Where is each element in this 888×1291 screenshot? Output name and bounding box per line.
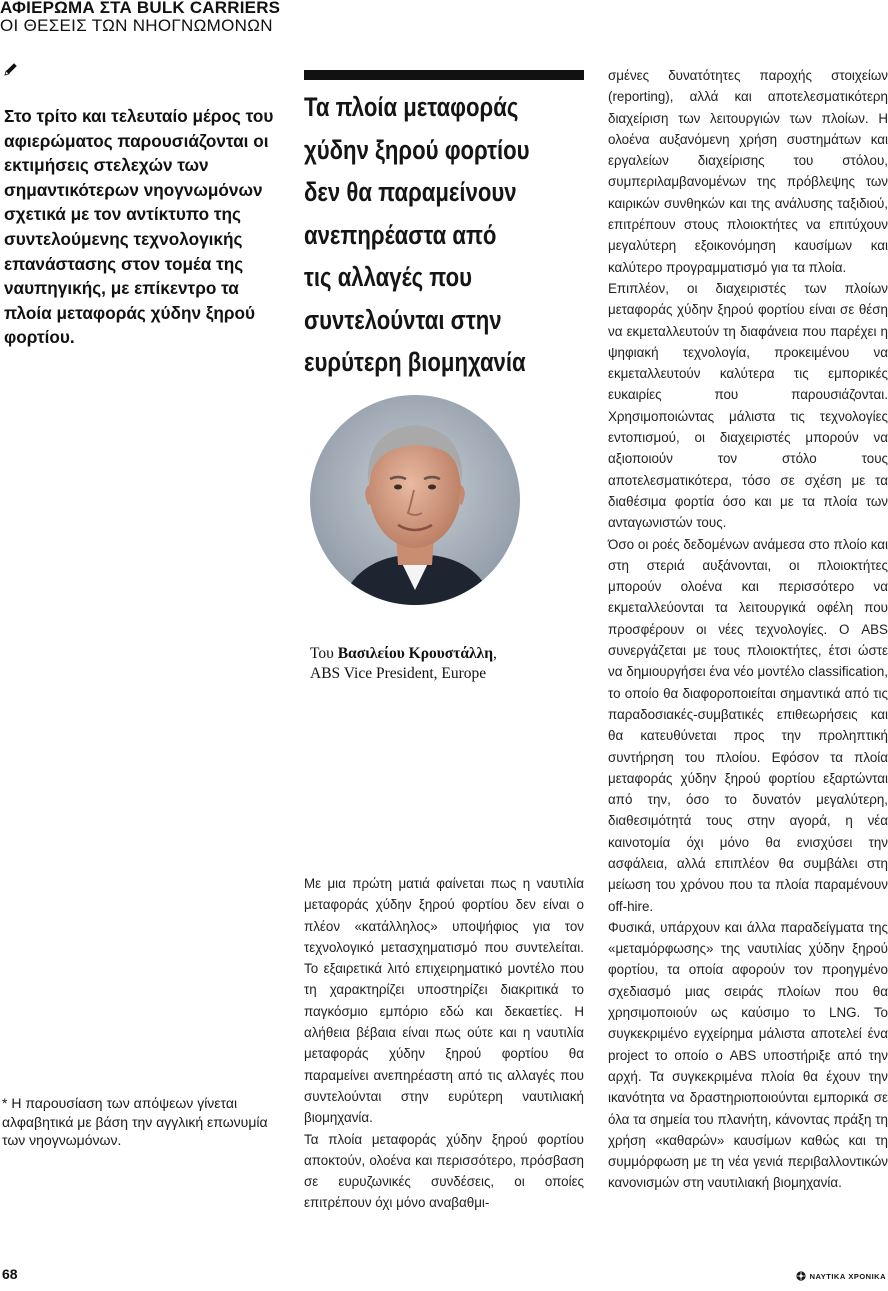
headline-line: ευρύτερη βιομηχανία (304, 347, 526, 377)
body-paragraph: Όσο οι ροές δεδομένων ανάμεσα στο πλοίο και στη στεριά αυξάνονται, οι πλοιοκτήτες μπορούν ολοένα και περισσότερο να εκμεταλλεύονται τα λειτουργικά οφέλη που προσφέρουν οι νέες τεχνολογίες. Ο ABS συνεργάζεται με τους πλοιοκτήτες, έτσι ώστε να δημιουργήσει ένα νέο μοντέλο classification, το οποίο θα διαφοροποιείται σημαντικά από τις παραδοσιακές-συμβατικές επιθεωρήσεις και θα κατευθύνεται προς την προληπτική συντήρηση του πλοίου. Εφόσον τα πλοία μεταφοράς χύδην ξηρού φορτίου εξαρτώνται από την, όσο το δυνατόν μεγαλύτερη, διαθεσιμότητά τους στην αγορά, η νέα καινοτομία όχι μόνο θα ενισχύσει την ασφάλεια, αλλά επιπλέον θα συμβάλει στη μείωση του χρόνου που τα πλοία παραμένουν off-hire. (608, 536, 888, 914)
header-section-title: ΑΦΙΕΡΩΜΑ ΣΤΑ BULK CARRIERS (0, 0, 281, 17)
page-number: 68 (2, 1266, 18, 1282)
headline-line: ανεπηρέαστα από (304, 219, 497, 250)
pen-icon (2, 60, 20, 78)
body-paragraph: Φυσικά, υπάρχουν και άλλα παραδείγματα της «μεταμόρφωσης» της ναυτιλίας χύδην ξηρού φορτίου, τα οποία αφορούν τον προηγμένο σχεδιασμό μιας σειράς πλοίων που θα χρησιμοποιούν ως καύσιμο το LNG. Το συγκεκριμένο εγχείρημα μάλιστα αποτελεί ένα project το οποίο ο ABS υποστήριξε από την αρχή. Τα συγκεκριμένα πλοία θα έχουν την ικανότητα να δραστηριοποιούνται εμπορικά σε όλα τα σημεία του πλανήτη, κάνοντας πράξη τη χρήση «καθαρών» καυσίμων καθώς και τη συμμόρφωση με τη νέα γενιά περιβαλλοντικών κανονισμών στη ναυτιλιακή βιομηχανία. (608, 919, 888, 1191)
byline-prefix: Του (310, 645, 334, 662)
body-paragraph: Τα πλοία μεταφοράς χύδην ξηρού φορτίου αποκτούν, ολοένα και περισσότερο, πρόσβαση σε ευρυζωνικές συνδέσεις, οι οποίες επιτρέπουν όχι μόνο αναβαθμι- (304, 1131, 584, 1211)
ship-wheel-icon (796, 1271, 806, 1281)
headline-line: τις αλλαγές που (304, 262, 472, 292)
body-column-right (608, 65, 888, 1194)
body-column-middle (304, 873, 584, 1214)
intro-lead-paragraph: Στο τρίτο και τελευταίο μέρος του αφιερώματος παρουσιάζονται οι εκτιμήσεις στελεχών των σημαντικότερων νηογνωμόνων σχετικά με τον αντίκτυπο της συντελούμενης τεχνολογικής επανάστασης στον τομέα της ναυπηγικής, με επίκεντρο τα πλοία μεταφοράς χύδην ξηρού φορτίου. (4, 106, 274, 348)
footnote: * Η παρουσίαση των απόψεων γίνεται αλφαβητικά με βάση την αγγλική επωνυμία των νηογνωμόνων. (2, 1095, 268, 1148)
body-paragraph: σμένες δυνατότητες παροχής στοιχείων (reporting), αλλά και αποτελεσματικότερη διαχείριση των λειτουργιών των πλοίων. Η ολοένα αυξανόμενη χρήση συστημάτων και εργαλείων διαχείρισης του στόλου, συμπεριλαμβανομένων της πρόβλεψης των καιρικών συνθηκών και της ανάλυσης ταξιδιού, επιτρέπουν στους πλοιοκτήτες να επιτύχουν μεγαλύτερη εξοικονόμηση καυσίμων και καλύτερο προγραμματισμό για τα πλοία. (608, 68, 888, 275)
headline-rule (304, 70, 584, 80)
footer-brand (796, 1271, 886, 1281)
author-role: ABS Vice President, Europe (310, 665, 487, 682)
author-name: Βασιλείου Κρουστάλλη (337, 645, 494, 662)
article-headline (304, 86, 542, 384)
brand-name: ΝΑΥΤΙΚΑ ΧΡΟΝΙΚΑ (809, 1271, 886, 1281)
byline (310, 644, 580, 684)
byline-suffix: , (493, 645, 497, 662)
header-subtitle: ΟΙ ΘΕΣΕΙΣ ΤΩΝ ΝΗΟΓΝΩΜΟΝΩΝ (0, 16, 273, 35)
headline-line: χύδην ξηρού φορτίου (304, 134, 530, 165)
headline-line: συντελούνται στην (304, 304, 502, 335)
body-paragraph: Με μια πρώτη ματιά φαίνεται πως η ναυτιλία μεταφοράς χύδην ξηρού φορτίου δεν είναι ο πλέον «κατάλληλος» υποψήφιος για τον τεχνολογικό μετασχηματισμό που συντελείται. Το εξαιρετικά λιτό επιχειρηματικό μοντέλο που τη χαρακτηρίζει υποστηρίζει διακριτικά το παγκόσμιο εμπόριο εδώ και δεκαετίες. Η αλήθεια βέβαια είναι πως ούτε και η ναυτιλία μεταφοράς χύδην ξηρού φορτίου θα παραμείνει ανεπηρέαστη από τις αλλαγές που συντελούνται στην ευρύτερη ναυτιλιακή βιομηχανία. (304, 876, 584, 1126)
headline-line: Τα πλοία μεταφοράς (304, 92, 519, 122)
body-paragraph: Επιπλέον, οι διαχειριστές των πλοίων μεταφοράς χύδην ξηρού φορτίου είναι σε θέση να εκμεταλλευτούν τη διαφάνεια που παρέχει η ψηφιακή τεχνολογία, προκειμένου να εκμεταλλευτούν καλύτερα τις εμπορικές ευκαιρίες που παρουσιάζονται. Χρησιμοποιώντας μάλιστα τις τεχνολογίες εντοπισμού, οι διαχειριστές μπορούν να αξιοποιούν τον στόλο τους αποτελεσματικότερα, τόσο σε σχέση με τα διαθέσιμα φορτία όσο και με τα πλοία των ανταγωνιστών τους. (608, 280, 888, 531)
headline-line: δεν θα παραμείνουν (304, 177, 517, 207)
author-portrait (310, 395, 520, 605)
